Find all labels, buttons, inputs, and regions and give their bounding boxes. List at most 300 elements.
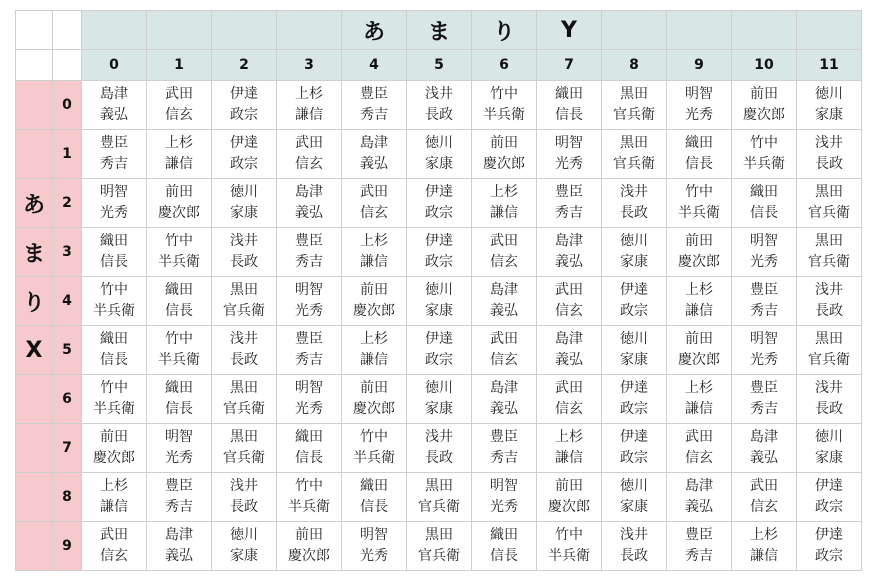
family-name: 豊臣 [490,429,518,445]
family-name: 徳川 [815,86,843,102]
column-index: 1 [147,50,212,81]
name-cell [342,277,407,326]
given-name: 半兵衛 [353,450,395,466]
name-cell [602,81,667,130]
name-cell [797,375,862,424]
name-cell [732,81,797,130]
given-name: 官兵衛 [418,499,460,515]
given-name: 官兵衛 [223,401,265,417]
name-cell [212,326,277,375]
name-cell [602,179,667,228]
family-name: 織田 [685,135,713,151]
x-axis-label-char: X [16,326,53,375]
given-name: 謙信 [555,450,583,466]
name-cell [732,326,797,375]
given-name: 信長 [360,499,388,515]
family-name: 浅井 [815,135,843,151]
name-cell [82,473,147,522]
given-name: 信玄 [165,107,193,123]
given-name: 家康 [620,499,648,515]
given-name: 秀吉 [555,205,583,221]
family-name: 前田 [295,527,323,543]
given-name: 官兵衛 [808,205,850,221]
given-name: 政宗 [230,156,258,172]
name-cell [732,179,797,228]
given-name: 信玄 [555,401,583,417]
given-name: 官兵衛 [808,254,850,270]
name-cell [797,179,862,228]
name-cell [667,277,732,326]
given-name: 半兵衛 [158,254,200,270]
name-cell [277,522,342,571]
name-cell [342,179,407,228]
family-name: 竹中 [360,429,388,445]
column-index: 0 [82,50,147,81]
name-cell [732,130,797,179]
name-cell [732,375,797,424]
name-cell [472,473,537,522]
given-name: 信長 [490,548,518,564]
x-axis-label-char: ま [16,228,53,277]
family-name: 前田 [360,380,388,396]
family-name: 徳川 [620,478,648,494]
family-name: 浅井 [230,331,258,347]
x-header-band [16,522,53,571]
given-name: 義弘 [685,499,713,515]
name-cell [342,130,407,179]
family-name: 上杉 [360,331,388,347]
family-name: 徳川 [620,331,648,347]
given-name: 信長 [295,450,323,466]
family-name: 竹中 [750,135,778,151]
given-name: 信玄 [555,303,583,319]
family-name: 武田 [490,233,518,249]
row-index: 9 [53,522,82,571]
name-cell [732,522,797,571]
family-name: 島津 [555,233,583,249]
column-index: 3 [277,50,342,81]
given-name: 家康 [230,548,258,564]
family-name: 上杉 [295,86,323,102]
given-name: 信玄 [360,205,388,221]
name-cell [602,424,667,473]
family-name: 黒田 [815,331,843,347]
given-name: 謙信 [100,499,128,515]
y-header-band [667,11,732,50]
family-name: 前田 [100,429,128,445]
name-cell [277,130,342,179]
given-name: 半兵衛 [93,303,135,319]
given-name: 官兵衛 [613,156,655,172]
family-name: 島津 [490,282,518,298]
column-index: 2 [212,50,277,81]
given-name: 信長 [685,156,713,172]
family-name: 上杉 [750,527,778,543]
family-name: 島津 [295,184,323,200]
given-name: 政宗 [620,401,648,417]
family-name: 伊達 [815,527,843,543]
family-name: 織田 [165,282,193,298]
given-name: 半兵衛 [483,107,525,123]
family-name: 島津 [750,429,778,445]
table-row [16,375,862,424]
row-index: 7 [53,424,82,473]
given-name: 秀吉 [750,303,778,319]
name-cell [537,424,602,473]
name-cell [537,179,602,228]
name-cell [212,277,277,326]
name-cell [472,228,537,277]
name-cell [212,81,277,130]
given-name: 家康 [815,450,843,466]
name-cell [602,522,667,571]
given-name: 信玄 [490,254,518,270]
family-name: 黒田 [425,527,453,543]
name-cell [147,179,212,228]
given-name: 義弘 [555,254,583,270]
family-name: 黒田 [620,135,648,151]
name-cell [472,326,537,375]
given-name: 長政 [815,156,843,172]
name-cell [277,473,342,522]
name-cell [602,326,667,375]
given-name: 政宗 [620,303,648,319]
given-name: 秀吉 [750,401,778,417]
name-cell [407,130,472,179]
given-name: 謙信 [685,401,713,417]
table-row [16,130,862,179]
name-cell [82,179,147,228]
given-name: 光秀 [295,303,323,319]
family-name: 武田 [165,86,193,102]
given-name: 政宗 [815,499,843,515]
family-name: 徳川 [815,429,843,445]
y-header-band [732,11,797,50]
name-cell [277,179,342,228]
y-header-band [602,11,667,50]
name-cell [277,277,342,326]
given-name: 家康 [620,254,648,270]
x-header-band [16,424,53,473]
given-name: 謙信 [360,352,388,368]
given-name: 長政 [425,107,453,123]
name-cell [407,228,472,277]
row-index: 0 [53,81,82,130]
family-name: 徳川 [425,135,453,151]
table-row [16,228,862,277]
family-name: 織田 [555,86,583,102]
name-cell [667,473,732,522]
name-cell [537,522,602,571]
given-name: 秀吉 [685,548,713,564]
name-cell [797,228,862,277]
name-cell [212,375,277,424]
given-name: 光秀 [555,156,583,172]
name-cell [407,81,472,130]
given-name: 政宗 [230,107,258,123]
family-name: 織田 [165,380,193,396]
family-name: 織田 [490,527,518,543]
y-header-band [797,11,862,50]
family-name: 徳川 [425,282,453,298]
family-name: 明智 [100,184,128,200]
given-name: 信玄 [295,156,323,172]
family-name: 浅井 [230,233,258,249]
corner-cell-index [53,50,82,81]
name-cell [472,81,537,130]
given-name: 義弘 [360,156,388,172]
given-name: 信長 [100,254,128,270]
name-cell [82,130,147,179]
name-cell [82,277,147,326]
column-index: 9 [667,50,732,81]
given-name: 長政 [815,401,843,417]
given-name: 信玄 [685,450,713,466]
given-name: 慶次郎 [353,303,395,319]
name-cell [277,81,342,130]
name-cell [147,81,212,130]
given-name: 義弘 [165,548,193,564]
given-name: 半兵衛 [288,499,330,515]
family-name: 織田 [100,233,128,249]
name-cell [667,81,732,130]
name-cell [732,473,797,522]
corner-cell-top-index [53,11,82,50]
name-cell [147,522,212,571]
name-cell [407,179,472,228]
name-cell [147,130,212,179]
family-name: 竹中 [100,282,128,298]
given-name: 義弘 [490,401,518,417]
family-name: 伊達 [620,429,648,445]
family-name: 竹中 [165,233,193,249]
family-name: 織田 [100,331,128,347]
table-row [16,522,862,571]
family-name: 浅井 [815,282,843,298]
name-cell [342,522,407,571]
family-name: 武田 [555,380,583,396]
given-name: 光秀 [750,352,778,368]
family-name: 前田 [490,135,518,151]
family-name: 前田 [685,233,713,249]
given-name: 秀吉 [100,156,128,172]
family-name: 豊臣 [685,527,713,543]
family-name: 浅井 [620,527,648,543]
family-name: 上杉 [165,135,193,151]
family-name: 豊臣 [295,233,323,249]
given-name: 慶次郎 [288,548,330,564]
given-name: 家康 [425,401,453,417]
name-cell [602,375,667,424]
family-name: 伊達 [425,331,453,347]
corner-cell-left [16,50,53,81]
family-name: 明智 [685,86,713,102]
table-row [16,277,862,326]
name-cell [407,277,472,326]
given-name: 秀吉 [490,450,518,466]
given-name: 謙信 [360,254,388,270]
family-name: 上杉 [555,429,583,445]
family-name: 竹中 [490,86,518,102]
family-name: 黒田 [815,184,843,200]
name-cell [472,522,537,571]
given-name: 半兵衛 [93,401,135,417]
name-cell [667,130,732,179]
given-name: 光秀 [490,499,518,515]
y-axis-label-char: ま [407,11,472,50]
amari-grid [15,10,862,571]
given-name: 家康 [230,205,258,221]
given-name: 家康 [815,107,843,123]
family-name: 明智 [295,282,323,298]
given-name: 光秀 [685,107,713,123]
given-name: 義弘 [295,205,323,221]
family-name: 島津 [685,478,713,494]
given-name: 長政 [230,352,258,368]
given-name: 家康 [425,303,453,319]
given-name: 半兵衛 [158,352,200,368]
name-cell [342,424,407,473]
family-name: 前田 [360,282,388,298]
given-name: 官兵衛 [223,450,265,466]
name-cell [407,326,472,375]
name-cell [82,81,147,130]
family-name: 上杉 [490,184,518,200]
y-header-band [277,11,342,50]
given-name: 長政 [620,205,648,221]
row-index: 4 [53,277,82,326]
name-cell [602,130,667,179]
family-name: 豊臣 [295,331,323,347]
given-name: 信玄 [750,499,778,515]
family-name: 浅井 [425,86,453,102]
given-name: 秀吉 [295,254,323,270]
family-name: 明智 [360,527,388,543]
given-name: 半兵衛 [678,205,720,221]
given-name: 政宗 [620,450,648,466]
family-name: 徳川 [230,184,258,200]
y-header-band [212,11,277,50]
given-name: 半兵衛 [743,156,785,172]
given-name: 義弘 [100,107,128,123]
family-name: 伊達 [815,478,843,494]
family-name: 豊臣 [750,380,778,396]
given-name: 慶次郎 [678,352,720,368]
column-index: 11 [797,50,862,81]
given-name: 慶次郎 [548,499,590,515]
given-name: 家康 [620,352,648,368]
row-index: 5 [53,326,82,375]
family-name: 島津 [490,380,518,396]
name-cell [797,81,862,130]
name-cell [82,522,147,571]
family-name: 豊臣 [555,184,583,200]
name-cell [537,130,602,179]
given-name: 義弘 [490,303,518,319]
family-name: 武田 [360,184,388,200]
family-name: 豊臣 [100,135,128,151]
family-name: 前田 [165,184,193,200]
name-cell [407,375,472,424]
name-cell [667,228,732,277]
given-name: 秀吉 [295,352,323,368]
family-name: 上杉 [100,478,128,494]
row-index: 8 [53,473,82,522]
column-index: 8 [602,50,667,81]
family-name: 伊達 [620,282,648,298]
y-axis-label-char: あ [342,11,407,50]
given-name: 信長 [100,352,128,368]
family-name: 上杉 [360,233,388,249]
family-name: 伊達 [230,86,258,102]
table-row [16,424,862,473]
name-cell [472,130,537,179]
table-row [16,81,862,130]
family-name: 上杉 [685,282,713,298]
given-name: 光秀 [165,450,193,466]
given-name: 慶次郎 [353,401,395,417]
name-cell [472,179,537,228]
name-cell [147,326,212,375]
given-name: 信玄 [100,548,128,564]
given-name: 官兵衛 [418,548,460,564]
name-cell [342,375,407,424]
given-name: 慶次郎 [93,450,135,466]
given-name: 秀吉 [360,107,388,123]
column-index: 7 [537,50,602,81]
family-name: 前田 [750,86,778,102]
name-cell [407,424,472,473]
family-name: 黒田 [620,86,648,102]
name-cell [667,375,732,424]
family-name: 織田 [295,429,323,445]
name-cell [472,424,537,473]
name-cell [342,81,407,130]
name-cell [212,522,277,571]
name-cell [667,522,732,571]
name-cell [537,277,602,326]
name-cell [602,277,667,326]
family-name: 明智 [555,135,583,151]
name-cell [602,473,667,522]
row-index: 2 [53,179,82,228]
x-header-band [16,375,53,424]
name-cell [732,424,797,473]
family-name: 明智 [750,331,778,347]
given-name: 光秀 [750,254,778,270]
family-name: 徳川 [230,527,258,543]
name-cell [797,277,862,326]
name-cell [472,277,537,326]
name-cell [732,277,797,326]
name-cell [212,130,277,179]
name-cell [732,228,797,277]
name-cell [602,228,667,277]
family-name: 黒田 [230,429,258,445]
column-index: 10 [732,50,797,81]
name-cell [797,522,862,571]
name-cell [342,228,407,277]
name-cell [537,375,602,424]
x-axis-label-char: り [16,277,53,326]
column-index: 4 [342,50,407,81]
family-name: 竹中 [555,527,583,543]
name-cell [82,228,147,277]
name-cell [342,473,407,522]
given-name: 半兵衛 [548,548,590,564]
family-name: 島津 [100,86,128,102]
name-cell [797,326,862,375]
